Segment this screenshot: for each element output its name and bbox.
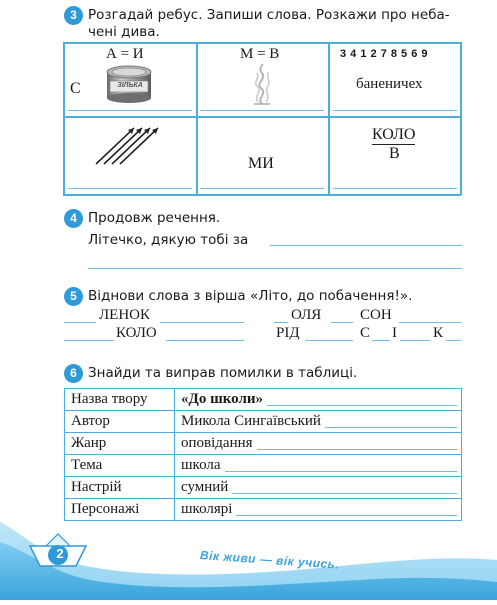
row-value-cell[interactable]	[175, 455, 462, 477]
rebus-2-formula: М = В	[240, 46, 280, 62]
task-5-number: 5	[64, 287, 83, 306]
row-value: сумний	[181, 479, 229, 495]
blank[interactable]	[331, 322, 353, 323]
task-5-instruction: Віднови слова з вірша «Літо, до побачення!».	[88, 288, 413, 304]
arrows-image	[90, 124, 170, 173]
book-info-table	[64, 388, 462, 521]
table-row	[65, 477, 462, 499]
row-value-cell[interactable]	[175, 411, 462, 433]
task-3-number: 3	[64, 6, 83, 25]
row-value-cell[interactable]	[175, 477, 462, 499]
task-3-instruction-line1: Розгадай ребус. Запиши слова. Розкажи про неба-	[88, 7, 450, 23]
row-value: Микола Сингаївський	[181, 413, 321, 429]
row-value: школярі	[181, 501, 233, 517]
word-fragment: ОЛЯ	[291, 307, 322, 323]
answer-line[interactable]	[88, 268, 462, 269]
smoke-image	[246, 62, 278, 111]
word-fragment: І	[392, 325, 397, 341]
table-row	[65, 433, 462, 455]
blank[interactable]	[399, 322, 461, 323]
word-fragment: КОЛО	[116, 325, 157, 341]
blank[interactable]	[160, 322, 244, 323]
word-fragment: ЛЕНОК	[99, 307, 151, 323]
row-value: «До школи»	[181, 391, 264, 407]
blank[interactable]	[446, 340, 461, 341]
tin-can-image	[105, 64, 153, 104]
blank[interactable]	[372, 340, 390, 341]
blank[interactable]	[64, 340, 114, 341]
row-label: Автор	[65, 411, 175, 433]
row-label: Персонажі	[65, 499, 175, 521]
blank[interactable]	[305, 340, 353, 341]
task-4-sentence: Літечко, дякую тобі за	[88, 232, 249, 248]
word-fragment: СОН	[360, 307, 392, 323]
row-value-cell[interactable]	[175, 389, 462, 411]
word-fragment: К	[433, 325, 444, 341]
row-value-cell[interactable]	[175, 433, 462, 455]
table-row	[65, 389, 462, 411]
task-6-number: 6	[64, 364, 83, 383]
blank[interactable]	[274, 322, 288, 323]
footer-motto: Вік живи — вік учись.	[199, 548, 340, 572]
blank[interactable]	[64, 322, 96, 323]
can-label: ЗІЛЬКА	[117, 82, 143, 89]
rebus-6-bottom: В	[389, 145, 400, 162]
task-4-instruction: Продовж речення.	[88, 210, 221, 226]
row-value: школа	[181, 457, 221, 473]
task-6-instruction: Знайди та виправ помилки в таблиці.	[88, 365, 358, 381]
task-4-number: 4	[64, 209, 83, 228]
word-fragment: РІД	[276, 325, 300, 341]
table-row	[65, 411, 462, 433]
rebus-5-word: МИ	[248, 155, 274, 172]
rebus-3-digits: 3 4 1 2 7 8 5 6 9	[340, 48, 429, 60]
rebus-6-top: КОЛО	[372, 126, 416, 143]
rebus-1-formula: А = И	[106, 46, 144, 62]
answer-line[interactable]	[270, 245, 462, 246]
row-value: оповідання	[181, 435, 253, 451]
word-fragment: С	[360, 325, 371, 341]
task-3-instruction-line2: чені дива.	[88, 24, 160, 40]
rebus-1-letter: С	[70, 80, 81, 97]
table-row	[65, 455, 462, 477]
rebus-3-word: баненичех	[356, 76, 423, 92]
row-label: Жанр	[65, 433, 175, 455]
page-number: 2	[56, 546, 64, 561]
blank[interactable]	[400, 340, 430, 341]
row-label: Тема	[65, 455, 175, 477]
row-label: Настрій	[65, 477, 175, 499]
row-label: Назва твору	[65, 389, 175, 411]
blank[interactable]	[166, 340, 244, 341]
